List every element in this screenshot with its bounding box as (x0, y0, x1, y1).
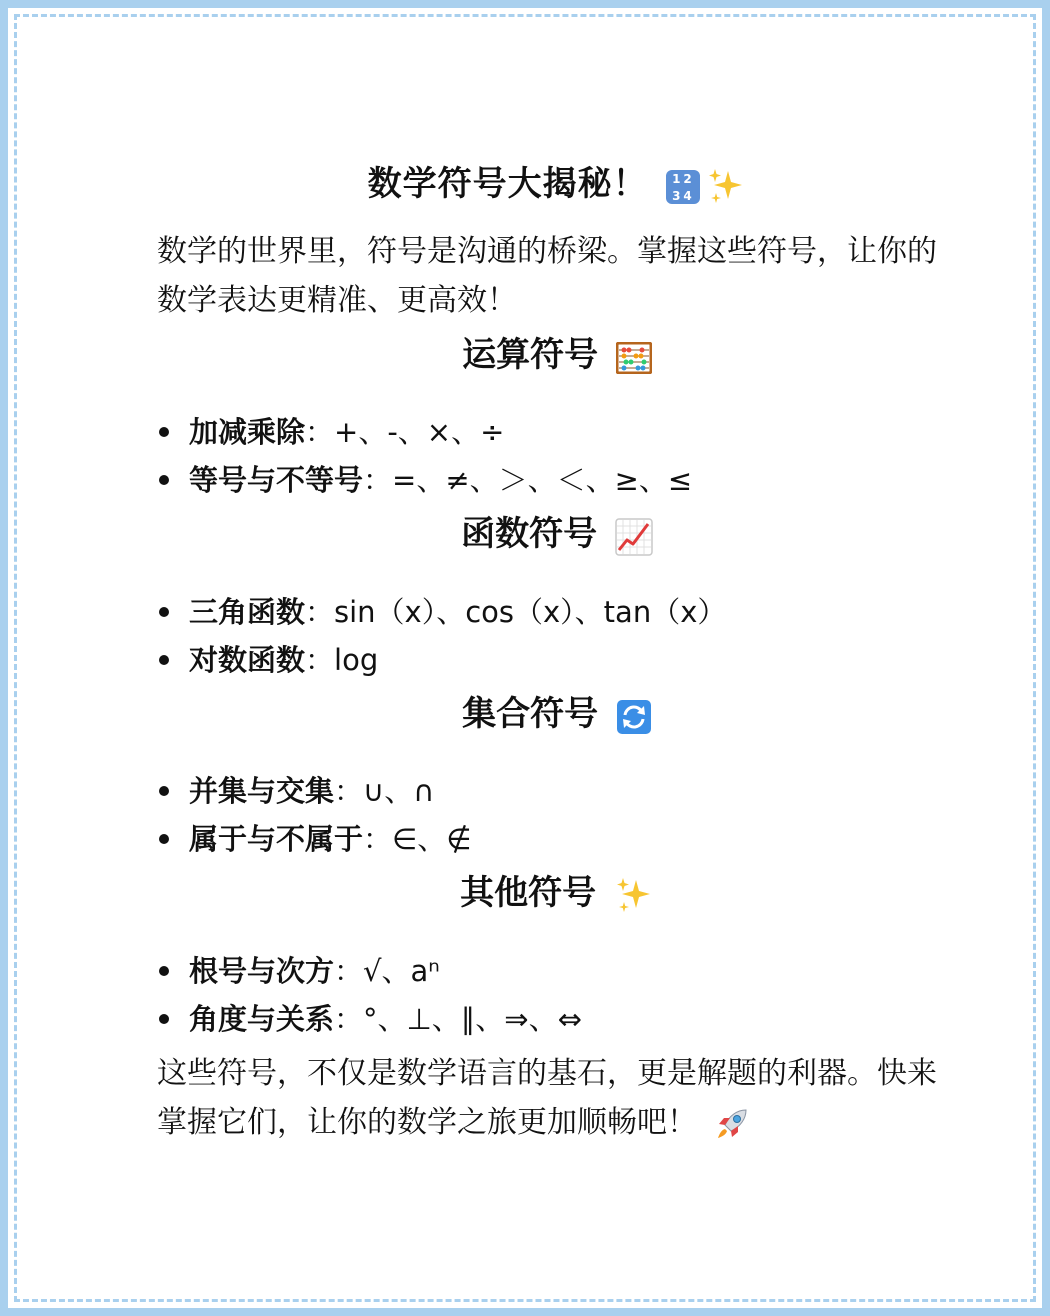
item-label: 加减乘除 (189, 415, 306, 449)
section-heading-text: 集合符号 (462, 693, 599, 734)
section-heading-operations (157, 327, 957, 385)
item-value: ：∪、∩ (334, 774, 435, 808)
closing-paragraph (157, 1049, 957, 1148)
bullet-dot (159, 966, 169, 976)
abacus-icon (616, 328, 652, 384)
functions-list (157, 588, 957, 684)
section-heading-text: 运算符号 (462, 334, 599, 375)
item-value: ：°、⊥、∥、⇒、⇔ (334, 1001, 582, 1036)
section-heading-text: 函数符号 (461, 514, 598, 554)
input-numbers-icon: 12 34 (666, 159, 700, 213)
rocket-icon (713, 1099, 751, 1148)
closing-text: 这些符号，不仅是数学语言的基石，更是解题的利器。快来掌握它们，让你的数学之旅更加顺畅吧！ (157, 1055, 937, 1140)
item-value: ：√、aⁿ (334, 953, 440, 988)
list-item (157, 636, 957, 684)
item-value: ：=、≠、＞、＜、≥、≤ (363, 463, 693, 497)
list-item (157, 995, 957, 1043)
others-list (157, 947, 957, 1043)
item-label: 对数函数 (189, 642, 306, 677)
item-label: 并集与交集 (189, 774, 335, 808)
bullet-dot (159, 427, 169, 437)
list-item (157, 767, 957, 815)
operations-list (157, 408, 957, 504)
section-heading-functions (157, 506, 957, 564)
section-heading-others (157, 865, 957, 923)
sets-list (157, 767, 957, 863)
sparkles-icon (614, 867, 654, 923)
item-value: ：log (305, 642, 379, 677)
item-value: ：+、-、×、÷ (305, 415, 505, 449)
item-label: 三角函数 (189, 594, 306, 629)
bullet-dot (159, 607, 169, 617)
list-item (157, 815, 957, 863)
bullet-dot (159, 786, 169, 796)
bullet-dot (159, 475, 169, 485)
document-content (157, 157, 957, 1148)
page-title (157, 157, 957, 213)
bullet-dot (159, 655, 169, 665)
chart-increasing-icon (615, 508, 653, 564)
page-title-text: 数学符号大揭秘！ (367, 164, 648, 204)
document-inner (29, 29, 1021, 1287)
item-value: ：sin（x）、cos（x）、tan（x） (305, 594, 727, 629)
list-item (157, 408, 957, 456)
document-card (14, 14, 1036, 1302)
sparkles-icon (706, 159, 746, 213)
section-heading-text: 其他符号 (460, 873, 597, 913)
item-label: 等号与不等号 (189, 463, 364, 497)
bullet-dot (159, 834, 169, 844)
item-label: 根号与次方 (189, 953, 335, 988)
list-item (157, 588, 957, 636)
item-label: 角度与关系 (189, 1001, 335, 1036)
list-item (157, 456, 957, 504)
arrows-cycle-icon (616, 687, 652, 743)
item-label: 属于与不属于 (189, 822, 364, 856)
list-item (157, 947, 957, 995)
item-value: ：∈、∉ (363, 822, 472, 856)
bullet-dot (159, 1014, 169, 1024)
section-heading-sets (157, 686, 957, 744)
intro-paragraph: 数学的世界里，符号是沟通的桥梁。掌握这些符号，让你的数学表达更精准、更高效！ (157, 233, 937, 318)
